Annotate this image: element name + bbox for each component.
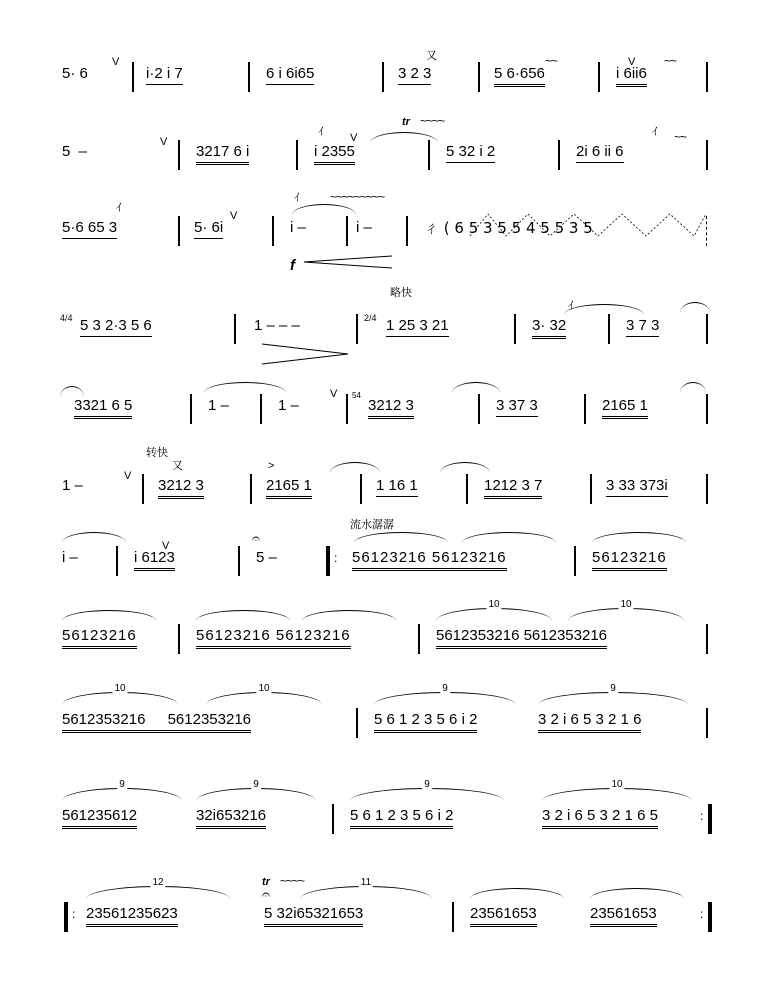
tuplet-number: 10 bbox=[258, 683, 270, 694]
grace-note: 54 bbox=[352, 391, 361, 400]
measure-1: 5·6 65 3 bbox=[62, 218, 117, 239]
measure-2: 1 – – – bbox=[254, 317, 300, 334]
barline bbox=[250, 474, 252, 504]
repeat-start-barline bbox=[64, 902, 68, 932]
tempo-marking: 转快 bbox=[146, 446, 168, 459]
ornament-mark: 又 bbox=[172, 460, 183, 472]
breath-mark: V bbox=[112, 56, 120, 68]
measure-5: 2i 6 ii 6 bbox=[576, 142, 624, 163]
barline bbox=[178, 624, 180, 654]
barline bbox=[346, 216, 348, 246]
barline bbox=[248, 62, 250, 92]
barline bbox=[706, 394, 708, 424]
dashed-barline bbox=[706, 216, 708, 246]
mordent-icon: ~~ bbox=[664, 54, 677, 68]
measure-4: 56123216 56123216 bbox=[352, 548, 507, 571]
measure-3: 3 2 i 6 5 3 2 1 6 5 bbox=[542, 806, 658, 829]
measure-1a: 561235612 bbox=[62, 806, 137, 829]
tuplet-number: 9 bbox=[610, 683, 616, 694]
barline bbox=[558, 140, 560, 170]
measure-2: i·2 i 7 bbox=[146, 64, 183, 85]
measure-5: 56123216 bbox=[592, 548, 667, 571]
measure-2: 5 6 1 2 3 5 6 i 2 bbox=[374, 710, 477, 733]
barline bbox=[346, 394, 348, 424]
measure-2: i 6123 bbox=[134, 548, 175, 571]
breath-mark: V bbox=[230, 210, 238, 222]
measure-2: 3217 6 i bbox=[196, 142, 249, 165]
measure-1: 1 – bbox=[62, 477, 83, 494]
time-signature: 4/4 bbox=[60, 313, 73, 323]
measure-4: 5 32 i 2 bbox=[446, 142, 495, 163]
trill-wave-icon: ~~~~ bbox=[420, 114, 445, 128]
measure-3: 23561653 bbox=[470, 904, 537, 927]
barline bbox=[478, 62, 480, 92]
tempo-marking: 流水潺潺 bbox=[350, 518, 394, 531]
tuplet-number: 12 bbox=[152, 877, 164, 888]
grace-note: ｲ bbox=[652, 126, 658, 138]
measure-1: 56123216 bbox=[62, 626, 137, 649]
breath-mark: V bbox=[124, 470, 132, 482]
measure-4: i – bbox=[356, 219, 372, 236]
barline bbox=[260, 394, 262, 424]
measure-1: 5 3 2·3 5 6 bbox=[80, 316, 152, 337]
breath-mark: V bbox=[330, 388, 338, 400]
breath-mark: V bbox=[628, 56, 636, 68]
barline bbox=[132, 62, 134, 92]
measure-6: i 6ii6 bbox=[616, 64, 647, 87]
grace-note: ｲ bbox=[318, 126, 324, 138]
fermata-icon: 𝄐 bbox=[252, 530, 260, 546]
measure-3: 3 2 i 6 5 3 2 1 6 bbox=[538, 710, 641, 733]
barline bbox=[190, 394, 192, 424]
measure-3: i 2355 bbox=[314, 142, 355, 165]
repeat-start-barline bbox=[326, 546, 330, 576]
barline bbox=[356, 314, 358, 344]
measure-4: 1 16 1 bbox=[376, 476, 418, 497]
measure-2: 3212 3 bbox=[158, 476, 204, 499]
barline bbox=[452, 902, 454, 932]
repeat-end-barline bbox=[708, 902, 712, 932]
measure-2: 5· 6i bbox=[194, 218, 223, 239]
barline bbox=[296, 140, 298, 170]
barline bbox=[590, 474, 592, 504]
barline bbox=[238, 546, 240, 576]
time-signature: 2/4 bbox=[364, 313, 377, 323]
measure-5: 1212 3 7 bbox=[484, 476, 542, 499]
barline bbox=[428, 140, 430, 170]
barline bbox=[706, 314, 708, 344]
measure-2: 5 32i65321653 bbox=[264, 904, 363, 927]
measure-4: 3 2 3 bbox=[398, 64, 431, 85]
tempo-marking: 略快 bbox=[390, 286, 412, 299]
mordent-icon: ~~ bbox=[674, 130, 687, 144]
barline bbox=[706, 624, 708, 654]
repeat-dots: : bbox=[700, 907, 704, 921]
score-line-3 bbox=[0, 190, 764, 316]
barline bbox=[382, 62, 384, 92]
grace-note: ｲ bbox=[294, 192, 300, 204]
measure-4: 3· 32 bbox=[532, 316, 566, 339]
measure-1: 3321 6 5 bbox=[74, 396, 132, 419]
tuplet-number: 9 bbox=[119, 779, 125, 790]
barline bbox=[116, 546, 118, 576]
barline bbox=[478, 394, 480, 424]
barline bbox=[514, 314, 516, 344]
barline bbox=[332, 804, 334, 834]
measure-2: 5 6 1 2 3 5 6 i 2 bbox=[350, 806, 453, 829]
trill-icon: tr bbox=[262, 876, 270, 888]
score-line-11 bbox=[0, 874, 764, 1002]
measure-3: 1 25 3 21 bbox=[386, 316, 449, 337]
repeat-dots: : bbox=[72, 907, 76, 921]
barline bbox=[142, 474, 144, 504]
breath-mark: V bbox=[162, 540, 170, 552]
barline bbox=[706, 140, 708, 170]
measure-4: 3212 3 bbox=[368, 396, 414, 419]
measure-3: 5 – bbox=[256, 549, 277, 566]
barline bbox=[584, 394, 586, 424]
decrescendo-hairpin bbox=[262, 344, 352, 364]
crescendo-hairpin bbox=[304, 256, 394, 268]
tuplet-number: 10 bbox=[611, 779, 623, 790]
measure-2: 56123216 56123216 bbox=[196, 626, 351, 649]
accent-mark: > bbox=[268, 460, 275, 472]
measure-3: 2165 1 bbox=[266, 476, 312, 499]
measure-3: 5612353216 5612353216 bbox=[436, 626, 607, 649]
grace-note: ｲ bbox=[116, 202, 122, 214]
tuplet-number: 11 bbox=[360, 877, 372, 888]
measure-1: i – bbox=[62, 549, 78, 566]
measure-5: 3 37 3 bbox=[496, 396, 538, 417]
trill-wave-icon: ~~~~~~~~~ bbox=[330, 190, 385, 204]
tuplet-number: 10 bbox=[620, 599, 632, 610]
measure-1: 5· 6 bbox=[62, 65, 88, 82]
barline bbox=[178, 216, 180, 246]
barline bbox=[598, 62, 600, 92]
trill-wave-icon: ~~~~ bbox=[280, 874, 305, 888]
measure-1b: 32i653216 bbox=[196, 806, 266, 829]
fermata-icon: 𝄐 bbox=[262, 886, 270, 902]
barline bbox=[360, 474, 362, 504]
barline bbox=[418, 624, 420, 654]
dynamic-f: f bbox=[290, 257, 295, 274]
measure-3: i – bbox=[290, 219, 306, 236]
measure-6: 3 33 373i bbox=[606, 476, 668, 497]
ornament-mark: 又 bbox=[426, 50, 437, 62]
measure-2: 1 – bbox=[208, 397, 229, 414]
barline bbox=[272, 216, 274, 246]
tuplet-number: 10 bbox=[114, 683, 126, 694]
measure-3: 1 – bbox=[278, 397, 299, 414]
mordent-icon: ~~ bbox=[545, 54, 558, 68]
trill-icon: tr bbox=[402, 116, 410, 128]
breath-mark: V bbox=[160, 136, 168, 148]
repeat-end-barline bbox=[708, 804, 712, 834]
tuplet-number: 9 bbox=[424, 779, 430, 790]
barline bbox=[178, 140, 180, 170]
repeat-dots: : bbox=[700, 809, 704, 823]
measure-4: 23561653 bbox=[590, 904, 657, 927]
repeat-dots: : bbox=[334, 551, 338, 565]
barline bbox=[406, 216, 408, 246]
measure-6: 2165 1 bbox=[602, 396, 648, 419]
measure-5: 5 6·656 bbox=[494, 64, 545, 87]
measure-3: 6 i 6i65 bbox=[266, 64, 314, 85]
measure-1: 23561235623 bbox=[86, 904, 178, 927]
barline bbox=[706, 708, 708, 738]
barline bbox=[234, 314, 236, 344]
breath-mark: V bbox=[350, 132, 358, 144]
tuplet-number: 10 bbox=[488, 599, 500, 610]
tuplet-number: 9 bbox=[253, 779, 259, 790]
grace-note: ｲ bbox=[568, 300, 574, 312]
measure-1: 5 – bbox=[62, 143, 88, 160]
barline bbox=[706, 62, 708, 92]
barline bbox=[466, 474, 468, 504]
barline bbox=[574, 546, 576, 576]
barline bbox=[706, 474, 708, 504]
barline bbox=[608, 314, 610, 344]
barline bbox=[356, 708, 358, 738]
measure-1: 5612353216 5612353216 bbox=[62, 710, 251, 733]
free-rhythm-passage: ㄔ ( 6 5 3 5 5 4 5 5 3 5 bbox=[424, 219, 593, 237]
measure-5: 3 7 3 bbox=[626, 316, 659, 337]
tuplet-number: 9 bbox=[442, 683, 448, 694]
